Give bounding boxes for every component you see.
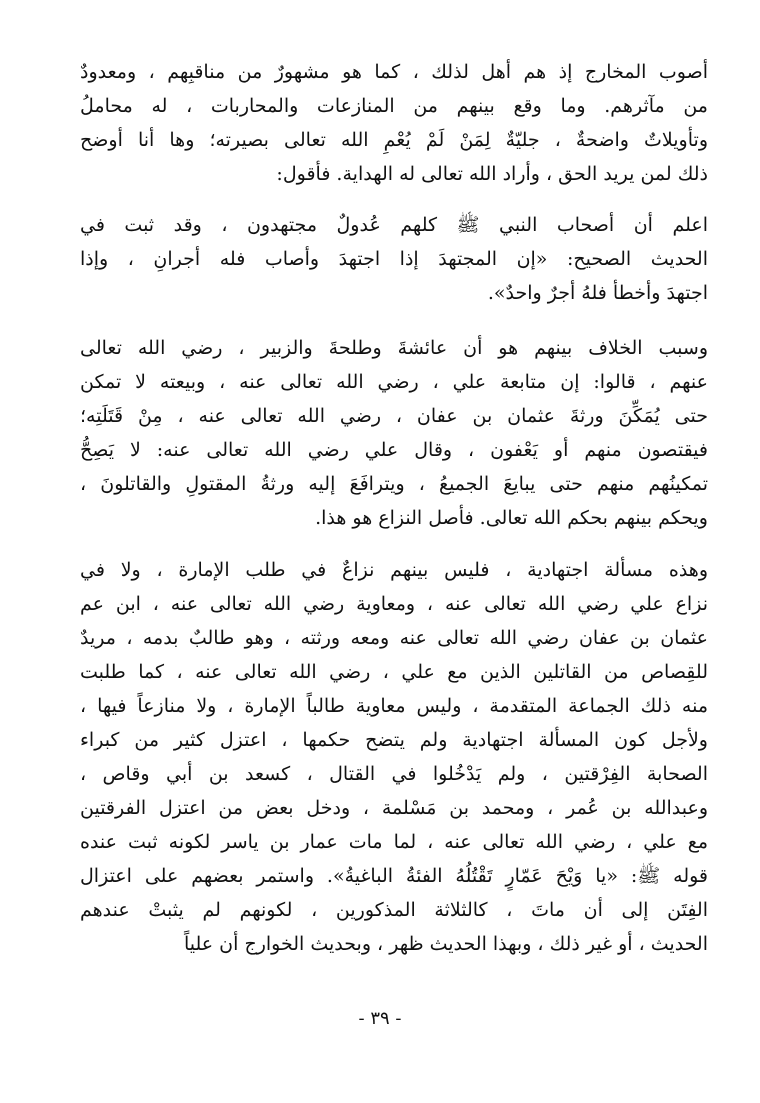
text-line: ولأجل كون المسألة اجتهادية ولم يتضح حكمها ، اعتزل كثير من كبراء [80,729,708,751]
text-line: حتى يُمَكِّنَ ورثةَ عثمان بن عفان ، رضي الله تعالى عنه ، مِنْ قَتَلَتِه؛ [80,405,708,427]
text-line: اعلم أن أصحاب النبي ﷺ كلهم عُدولٌ مجتهدون ، وقد ثبت في [80,214,708,236]
page-number: - ٣٩ - [358,1008,402,1029]
text-line: فيقتصون منهم أو يَعْفون ، وقال علي رضي الله تعالى عنه: لا يَصِحُّ [80,439,708,461]
text-line: وعبدالله بن عُمر ، ومحمد بن مَسْلمة ، ودخل بعض من اعتزل الفرقتين [80,797,708,819]
text-line: ويحكم بينهم بحكم الله تعالى. فأصل النزاع هو هذا. [315,507,708,529]
text-line: وسبب الخلاف بينهم هو أن عائشةَ وطلحةَ والزبير ، رضي الله تعالى [80,337,708,359]
text-line: مع علي ، رضي الله تعالى عنه ، لما مات عمار بن ياسر لكونه ثبت عنده [80,831,708,853]
text-line: الحديث ، أو غير ذلك ، وبهذا الحديث ظهر ، وبحديث الخوارج أن علياً [183,933,708,955]
text-line: عثمان بن عفان رضي الله تعالى عنه ومعه ورثته ، وهو طالبٌ بدمه ، مريدٌ [80,627,708,649]
paragraph-1 [80,55,708,191]
text-line: للقِصاص من القاتلين الذين مع علي ، رضي الله تعالى عنه ، كما طلبت [80,661,708,683]
text-line: أصوب المخارج إذ هم أهل لذلك ، كما هو مشهورٌ من مناقبِهم ، ومعدودٌ [80,61,708,83]
text-line: وهذه مسألة اجتهادية ، فليس بينهم نزاعٌ في طلب الإمارة ، ولا في [80,559,708,581]
paragraph-3 [80,331,708,535]
paragraph-2 [80,208,708,310]
text-line: الصحابة الفِرْقتين ، ولم يَدْخُلوا في القتال ، كسعد بن أبي وقاص ، [80,763,708,785]
text-line: وتأويلاتٌ واضحةٌ ، جليّةٌ لِمَنْ لَمْ يُعْمِ الله تعالى بصيرته؛ وها أنا أوضح [80,129,708,151]
text-line: ذلك لمن يريد الحق ، وأراد الله تعالى له الهداية. فأقول: [276,163,708,185]
text-line: تمكينُهم منهم حتى يبايعَ الجميعُ ، ويترافَعَ إليه ورثةُ المقتولِ والقاتلونَ ، [80,473,708,495]
text-line: الفِتَن إلى أن ماتَ ، كالثلاثة المذكورين ، لكونهم لم يثبتْ عندهم [80,899,708,921]
text-line: اجتهدَ وأخطأ فلهُ أجرٌ واحدٌ». [487,282,708,304]
text-line: قوله ﷺ: «يا وَيْحَ عَمّارٍ تَقْتُلُهُ الفئةُ الباغيةُ». واستمر بعضهم على اعتزال [80,865,708,887]
text-line: عنهم ، قالوا: إن متابعة علي ، رضي الله تعالى عنه ، وبيعته لا تمكن [80,371,708,393]
text-line: منه ذلك الجماعة المتقدمة ، وليس معاوية طالباً الإمارة ، ولا منازعاً فيها ، [80,695,708,717]
text-line: الحديث الصحيح: «إن المجتهدَ إذا اجتهدَ وأصاب فله أجرانِ ، وإذا [80,248,708,270]
text-line: نزاع علي رضي الله تعالى عنه ، ومعاوية رضي الله تعالى عنه ، ابن عم [80,593,708,615]
text-line: من مآثرهم. وما وقع بينهم من المنازعات والمحاربات ، له محاملُ [80,95,708,117]
paragraph-4 [80,553,708,961]
